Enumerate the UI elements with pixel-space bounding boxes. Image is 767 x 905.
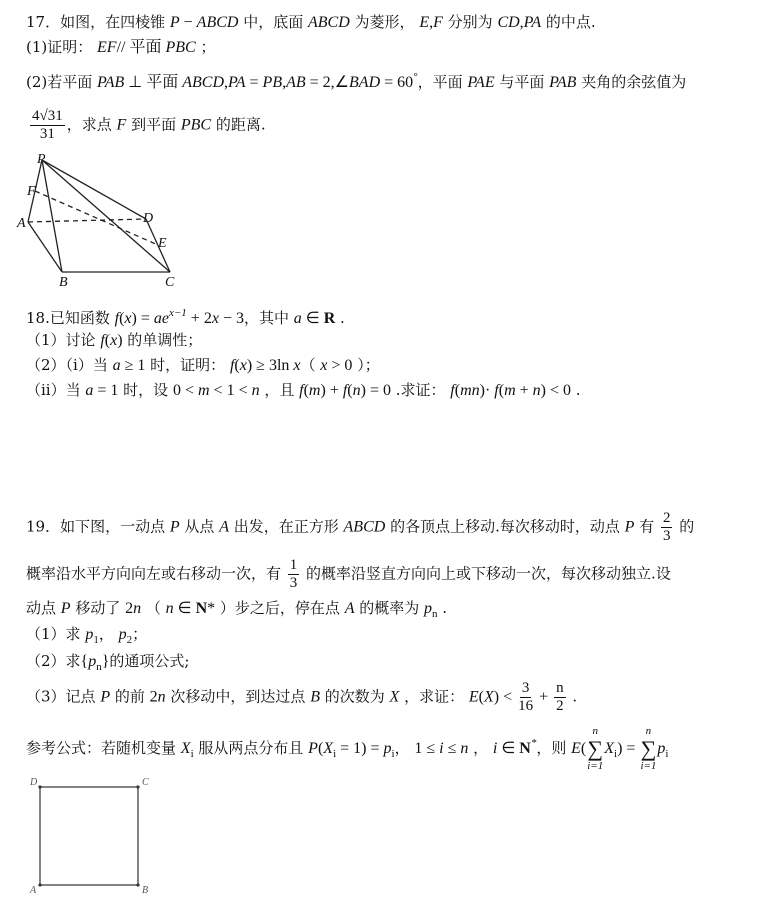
text-segment: p bbox=[657, 740, 666, 757]
text-segment: ) + bbox=[320, 382, 343, 399]
text-segment: ， bbox=[468, 739, 493, 757]
text-segment: N bbox=[195, 600, 208, 617]
text-segment: p bbox=[88, 653, 97, 670]
text-segment: PBC bbox=[180, 116, 212, 134]
text-segment: PAB bbox=[549, 74, 577, 91]
text-segment: i bbox=[614, 748, 618, 760]
text-segment: f bbox=[299, 382, 304, 399]
text-segment: 的前 bbox=[110, 687, 150, 706]
text-segment: 的通项公式; bbox=[109, 652, 190, 670]
text-segment: f bbox=[450, 382, 455, 399]
sum-lower: i=1 bbox=[587, 760, 604, 772]
text-segment: . bbox=[437, 599, 448, 617]
text-segment: 1 bbox=[93, 634, 99, 646]
segment-FE-hidden bbox=[35, 191, 158, 245]
text-segment: 概率沿水平方向向左或右移动一次，有 bbox=[26, 564, 286, 583]
text-segment: 与平面 bbox=[494, 73, 550, 91]
text-segment: x−1 bbox=[168, 307, 187, 319]
sum-upper: n bbox=[592, 725, 598, 737]
text-segment: 时，设 bbox=[118, 381, 173, 399]
text-segment: 次移动中，到达过点 bbox=[165, 687, 311, 706]
text-segment: 的单调性； bbox=[122, 331, 203, 349]
text-segment: X bbox=[483, 688, 494, 706]
text-segment: n bbox=[157, 688, 166, 706]
text-segment: （ii）当 bbox=[26, 381, 86, 399]
text-segment: P bbox=[624, 518, 635, 536]
text-segment: 2 bbox=[125, 600, 134, 617]
text-segment: （1）求 bbox=[26, 625, 86, 643]
text-segment: ( bbox=[303, 382, 309, 399]
text-segment: 从点 bbox=[179, 517, 220, 536]
text-segment: n bbox=[251, 382, 260, 399]
text-segment: 0 < bbox=[172, 382, 198, 399]
text-segment: 的概率沿竖直方向向上或下移动一次，每次移动独立.设 bbox=[301, 564, 671, 583]
sigma-symbol: ∑ bbox=[640, 736, 657, 761]
square-ABCD bbox=[40, 787, 138, 885]
text-segment: （1）讨论 bbox=[26, 331, 101, 349]
text-segment: ABCD bbox=[182, 74, 225, 91]
text-segment: 中，底面 bbox=[238, 13, 308, 31]
edge-AD-hidden bbox=[28, 219, 146, 222]
text-segment: i bbox=[333, 748, 337, 760]
text-segment: ≥ 1 bbox=[120, 357, 146, 374]
text-segment: P bbox=[169, 14, 180, 31]
square-label-B: B bbox=[142, 885, 149, 896]
text-segment: 出发，在正方形 bbox=[228, 517, 344, 536]
text-segment: （ bbox=[300, 356, 321, 374]
text-segment: ( bbox=[580, 740, 587, 757]
text-segment: < 1 < bbox=[209, 382, 252, 399]
text-segment: m bbox=[197, 382, 210, 399]
text-segment: , bbox=[429, 14, 434, 31]
fraction-numerator: 3 bbox=[521, 680, 530, 696]
label-D: D bbox=[143, 211, 154, 226]
text-segment: f bbox=[494, 382, 499, 399]
text-segment: = 1) = bbox=[336, 740, 384, 757]
text-segment: ( bbox=[119, 310, 125, 327]
text-segment: E bbox=[571, 740, 581, 757]
text-segment: ）步之后，停在点 bbox=[215, 599, 345, 617]
text-segment: a bbox=[293, 310, 302, 327]
text-segment: 的中点. bbox=[541, 13, 596, 31]
text-segment: > 0 bbox=[327, 357, 353, 374]
text-segment: 的各顶点上移动.每次移动时，动点 bbox=[385, 517, 625, 536]
text-segment: E bbox=[419, 14, 430, 31]
text-segment: PAB bbox=[97, 74, 125, 91]
edge-PD bbox=[42, 160, 146, 219]
text-segment: 的次数为 bbox=[319, 687, 390, 706]
text-segment: N bbox=[519, 740, 531, 757]
text-segment: A bbox=[344, 600, 355, 617]
text-segment: i bbox=[665, 748, 669, 760]
text-segment: 移动了 bbox=[70, 599, 126, 617]
text-segment: i bbox=[190, 748, 194, 760]
text-segment: 动点 bbox=[26, 599, 61, 617]
text-segment: （ bbox=[141, 599, 166, 617]
fraction-denominator: 3 bbox=[662, 528, 671, 544]
text-segment: ( bbox=[347, 382, 353, 399]
text-segment: ∈ bbox=[301, 310, 324, 327]
text-segment: ≤ bbox=[443, 740, 461, 757]
text-segment: ，求点 bbox=[66, 115, 117, 134]
text-segment: + bbox=[515, 382, 533, 399]
text-segment: PA bbox=[523, 14, 542, 31]
fraction-denominator: 31 bbox=[39, 126, 55, 142]
label-B: B bbox=[59, 275, 68, 290]
text-segment: a bbox=[112, 357, 121, 374]
sum-upper: n bbox=[645, 725, 652, 737]
text-segment: ，求证： bbox=[399, 687, 469, 706]
fraction-denominator: 2 bbox=[556, 698, 564, 714]
text-segment: mn bbox=[460, 382, 480, 399]
sum-lower: i=1 bbox=[640, 760, 657, 772]
text-segment: n bbox=[133, 600, 142, 617]
text-segment: { bbox=[80, 653, 89, 670]
text-segment: * bbox=[530, 737, 537, 749]
text-segment: f bbox=[114, 310, 120, 327]
text-segment: 时，证明： bbox=[145, 356, 230, 374]
text-segment: （3）记点 bbox=[26, 687, 101, 706]
text-segment: EF bbox=[97, 39, 117, 56]
text-segment: m bbox=[308, 382, 321, 399]
text-segment: x bbox=[320, 357, 328, 374]
text-segment: X bbox=[180, 740, 191, 757]
text-segment: // 平面 bbox=[116, 39, 166, 56]
text-segment: ° bbox=[413, 71, 418, 83]
text-segment: + bbox=[535, 688, 553, 706]
text-segment: − 3 bbox=[218, 310, 244, 327]
text-segment: ， bbox=[98, 625, 119, 643]
text-segment: a bbox=[85, 382, 94, 399]
text-segment: ) < 0 bbox=[540, 382, 572, 399]
text-segment: ，其中 bbox=[243, 309, 294, 327]
text-segment: = bbox=[245, 74, 263, 91]
text-segment: ) < bbox=[493, 688, 517, 706]
square-label-C: C bbox=[142, 777, 149, 788]
text-segment: ( bbox=[454, 382, 461, 399]
text-segment: 的距离. bbox=[211, 115, 266, 134]
text-segment: 分别为 bbox=[442, 13, 498, 31]
text-segment: − bbox=[179, 14, 197, 31]
text-segment: )· bbox=[479, 382, 495, 399]
text-segment: ( bbox=[478, 688, 484, 706]
text-segment: A bbox=[219, 518, 229, 536]
text-segment: . bbox=[571, 381, 581, 399]
text-segment: ( bbox=[104, 332, 111, 349]
text-segment: 到平面 bbox=[126, 115, 181, 134]
text-segment: 2 bbox=[149, 688, 158, 706]
text-segment: 18.已知函数 bbox=[26, 309, 115, 327]
text-segment: PA bbox=[228, 74, 246, 91]
label-A: A bbox=[17, 216, 26, 231]
text-segment: } bbox=[101, 653, 110, 670]
text-segment: ，且 bbox=[259, 381, 300, 399]
text-segment: P bbox=[308, 740, 318, 757]
text-segment: i bbox=[492, 740, 498, 757]
text-segment: i bbox=[439, 740, 444, 757]
text-segment: x bbox=[211, 310, 219, 327]
text-segment: , bbox=[282, 74, 287, 91]
fraction-numerator: 4√31 bbox=[32, 108, 63, 124]
edge-PB bbox=[42, 160, 62, 272]
text-segment: + 2 bbox=[186, 310, 212, 327]
text-segment: R bbox=[323, 310, 336, 327]
text-segment: PB bbox=[262, 74, 283, 91]
text-segment: ∈ bbox=[497, 740, 520, 757]
text-segment: 参考公式：若随机变量 bbox=[26, 739, 181, 757]
text-segment: (2)若平面 bbox=[26, 73, 98, 91]
text-segment: p bbox=[85, 626, 94, 643]
text-segment: ABCD bbox=[196, 14, 239, 31]
text-segment: ) = 0 bbox=[360, 382, 391, 399]
text-segment: X bbox=[323, 740, 334, 757]
text-segment: BAD bbox=[349, 74, 381, 91]
text-segment: ，则 bbox=[536, 739, 572, 757]
text-segment: 17．如图，在四棱锥 bbox=[26, 13, 170, 31]
text-segment: ， bbox=[394, 739, 415, 757]
label-E: E bbox=[158, 236, 167, 251]
text-segment: PAE bbox=[467, 74, 495, 91]
text-segment: n bbox=[96, 661, 102, 673]
text-segment: ) ≥ 3ln bbox=[246, 357, 294, 374]
text-segment: ； bbox=[132, 625, 148, 643]
text-segment: ABCD bbox=[343, 518, 386, 536]
text-segment: P bbox=[60, 600, 71, 617]
text-segment: B bbox=[310, 688, 320, 706]
fraction-numerator: 2 bbox=[662, 510, 671, 526]
fraction-denominator: 16 bbox=[518, 698, 534, 714]
text-segment: PBC bbox=[165, 39, 196, 56]
text-segment: n bbox=[460, 740, 469, 757]
text-segment: , bbox=[224, 74, 229, 91]
text-segment: p bbox=[424, 600, 433, 617]
text-segment: ABCD bbox=[308, 14, 350, 31]
text-segment: f bbox=[229, 357, 235, 374]
text-segment: ⊥ 平面 bbox=[124, 74, 183, 91]
sigma-symbol: ∑ bbox=[587, 736, 604, 761]
text-segment: AB bbox=[286, 74, 306, 91]
text-segment: = 60 bbox=[380, 74, 414, 91]
text-segment: 的概率为 bbox=[354, 599, 425, 617]
text-segment: F bbox=[116, 116, 127, 134]
text-segment: n bbox=[165, 600, 174, 617]
text-segment: ( bbox=[234, 357, 240, 374]
text-segment: = 2,∠ bbox=[305, 74, 350, 91]
fraction-numerator: n bbox=[556, 680, 564, 696]
text-segment: CD bbox=[497, 14, 520, 31]
text-segment: （2）求 bbox=[26, 652, 81, 670]
text-segment: f bbox=[100, 332, 105, 349]
text-segment: ) bbox=[117, 332, 123, 349]
text-segment: 服从两点分布且 bbox=[193, 739, 309, 757]
label-C: C bbox=[165, 275, 175, 290]
text-segment: * bbox=[207, 600, 216, 617]
text-segment: 1 ≤ bbox=[414, 740, 440, 757]
text-segment: n bbox=[432, 608, 438, 620]
text-segment: F bbox=[433, 14, 443, 31]
text-segment: 2 bbox=[126, 634, 133, 646]
square-figure bbox=[29, 777, 149, 896]
text-segment: P bbox=[169, 518, 180, 536]
text-segment: 19．如下图，一动点 bbox=[26, 517, 170, 536]
text-segment: E bbox=[468, 688, 479, 706]
text-segment: . bbox=[567, 687, 578, 706]
text-segment: ； bbox=[195, 38, 216, 56]
label-P: P bbox=[37, 152, 46, 167]
text-segment: . bbox=[335, 309, 345, 327]
text-segment: (1)证明： bbox=[26, 38, 98, 56]
text-segment: （2）（i）当 bbox=[26, 356, 113, 374]
text-segment: x bbox=[239, 357, 247, 374]
text-segment: .求证： bbox=[390, 381, 451, 399]
square-label-D: D bbox=[30, 777, 38, 788]
label-F: F bbox=[27, 184, 36, 199]
text-segment: ( bbox=[317, 740, 324, 757]
fraction-numerator: 1 bbox=[289, 557, 298, 573]
text-segment: 为菱形， bbox=[349, 13, 420, 31]
text-segment: ）； bbox=[352, 356, 380, 374]
text-segment: i bbox=[391, 748, 395, 760]
text-segment: n bbox=[352, 382, 361, 399]
text-segment: ) = bbox=[617, 740, 640, 757]
text-segment: n bbox=[532, 382, 541, 399]
text-segment: ae bbox=[153, 310, 169, 327]
text-segment: x bbox=[124, 310, 132, 327]
text-segment: x bbox=[293, 357, 301, 374]
text-segment: X bbox=[604, 740, 615, 757]
square-label-A: A bbox=[30, 885, 37, 896]
text-segment: P bbox=[100, 688, 111, 706]
text-segment: ，平面 bbox=[417, 73, 468, 91]
text-segment: p bbox=[383, 740, 392, 757]
text-segment: p bbox=[118, 626, 127, 643]
text-segment: 夹角的余弦值为 bbox=[576, 73, 687, 91]
text-segment: X bbox=[389, 688, 400, 706]
text-segment: x bbox=[110, 332, 118, 349]
text-segment: 的 bbox=[674, 517, 695, 536]
text-segment: m bbox=[504, 382, 516, 399]
fraction-denominator: 3 bbox=[289, 575, 298, 591]
text-segment: ( bbox=[498, 382, 505, 399]
text-segment: 有 bbox=[634, 517, 659, 536]
text-segment: , bbox=[519, 14, 524, 31]
text-segment: f bbox=[342, 382, 348, 399]
text-segment: = 1 bbox=[93, 382, 119, 399]
text-segment: ∈ bbox=[173, 600, 196, 617]
text-segment: ) = bbox=[131, 310, 154, 327]
